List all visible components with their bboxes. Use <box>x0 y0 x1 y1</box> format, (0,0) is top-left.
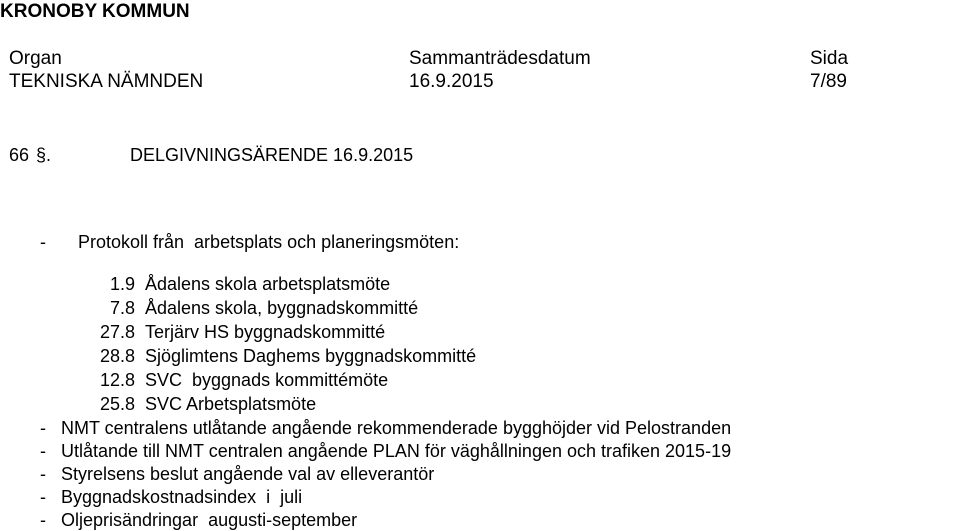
other-item-text: Byggnadskostnadsindex i juli <box>61 487 303 507</box>
protocol-date: 1.9 <box>109 274 135 294</box>
bullet-dash: - <box>40 487 46 507</box>
section-paragraph-sign: §. <box>36 145 52 165</box>
protocol-text: Sjöglimtens Daghems byggnadskommitté <box>145 346 477 366</box>
meeting-date-label: Sammanträdesdatum <box>409 48 591 69</box>
section-number: 66 <box>9 145 30 165</box>
organ-label: Organ <box>9 48 62 69</box>
bullet-dash: - <box>40 418 46 438</box>
protocol-text: Terjärv HS byggnadskommitté <box>145 322 386 342</box>
protocol-text: Ådalens skola arbetsplatsmöte <box>145 274 391 294</box>
other-item-text: Oljeprisändringar augusti-september <box>61 510 358 530</box>
page-number-value: 7/89 <box>810 71 847 92</box>
protocol-date: 25.8 <box>99 394 135 414</box>
bullet-dash: - <box>40 464 46 484</box>
bullet-dash: - <box>40 441 46 461</box>
other-item-text: Utlåtande till NMT centralen angående PLAN för väghållningen och trafiken 2015-19 <box>61 441 732 461</box>
organization-name: KRONOBY KOMMUN <box>0 1 190 22</box>
protocol-text: SVC byggnads kommittémöte <box>145 370 389 390</box>
organ-value: TEKNISKA NÄMNDEN <box>9 71 204 92</box>
protocol-date: 28.8 <box>99 346 135 366</box>
protocol-text: Ådalens skola, byggnadskommitté <box>145 298 419 318</box>
protocol-text: SVC Arbetsplatsmöte <box>145 394 317 414</box>
bullet-dash: - <box>40 232 46 252</box>
protocol-date: 27.8 <box>99 322 135 342</box>
bullet-dash: - <box>40 510 46 530</box>
other-item-text: NMT centralens utlåtande angående rekommenderade bygghöjder vid Pelostranden <box>61 418 732 438</box>
section-title: DELGIVNINGSÄRENDE 16.9.2015 <box>130 145 414 165</box>
page-label: Sida <box>810 48 849 69</box>
protocol-date: 12.8 <box>99 370 135 390</box>
meeting-date-value: 16.9.2015 <box>409 71 494 92</box>
protocol-date: 7.8 <box>109 298 135 318</box>
protocols-heading: Protokoll från arbetsplats och planeringsmöten: <box>78 232 460 252</box>
other-item-text: Styrelsens beslut angående val av elleverantör <box>61 464 435 484</box>
